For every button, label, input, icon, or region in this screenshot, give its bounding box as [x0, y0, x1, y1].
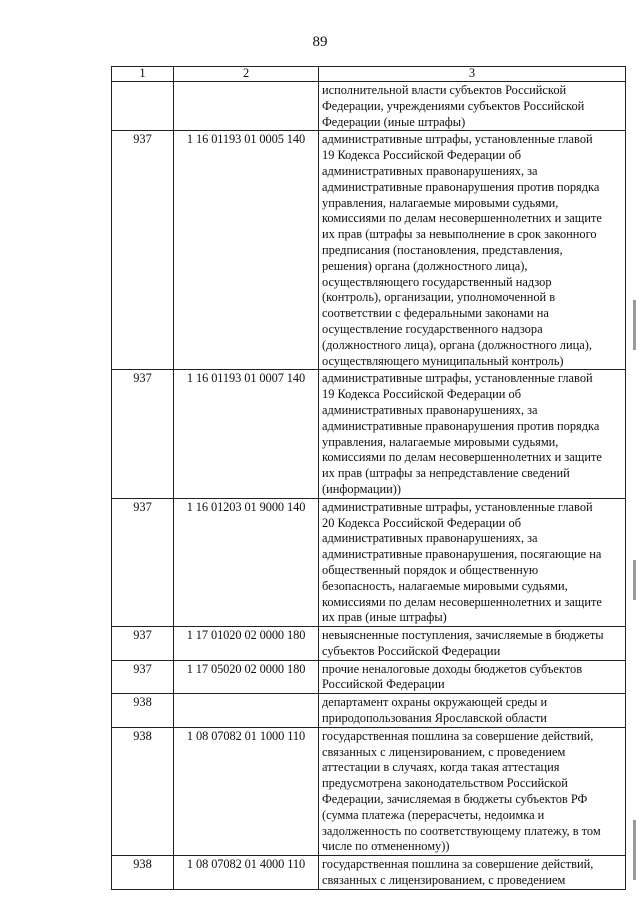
header-col-1: 1 [112, 67, 174, 82]
budget-code-cell: 1 16 01203 01 9000 140 [174, 498, 319, 626]
description-cell: департамент охраны окружающей среды и природопользования Ярославской области [319, 694, 626, 728]
description-cell: административные штрафы, установленные главой 19 Кодекса Российской Федерации об административных правонарушениях, за административные правонарушения против порядка управления, налагаемые мировыми судьями, комиссиями по делам несовершеннолетних и защите их прав (штрафы за невыполнение в срок законного предписания (постановления, представления, решения) органа (должностного лица), осуществляющего государственный надзор (контроль), организации, уполномоченной в соответствии с федеральными законами на осуществление государственного надзора (должностного лица), органа (должностного лица), осуществляющего муниципальный контроль) [319, 131, 626, 370]
table-header-row [112, 67, 626, 82]
description-cell: административные штрафы, установленные главой 20 Кодекса Российской Федерации об административных правонарушениях, за административные правонарушения, посягающие на общественный порядок и общественную безопасность, налагаемые мировыми судьями, комиссиями по делам несовершеннолетних и защите их прав (иные штрафы) [319, 498, 626, 626]
description-cell: прочие неналоговые доходы бюджетов субъектов Российской Федерации [319, 660, 626, 694]
table-row [112, 727, 626, 855]
budget-code-cell: 1 08 07082 01 4000 110 [174, 856, 319, 890]
header-col-3: 3 [319, 67, 626, 82]
budget-code-cell: 1 17 05020 02 0000 180 [174, 660, 319, 694]
admin-code-cell: 938 [112, 727, 174, 855]
table-row [112, 660, 626, 694]
description-cell: исполнительной власти субъектов Российской Федерации, учреждениями субъектов Российской Федерации (иные штрафы) [319, 82, 626, 131]
header-col-2: 2 [174, 67, 319, 82]
table-row [112, 82, 626, 131]
revenue-codes-table [111, 66, 626, 890]
table-row [112, 131, 626, 370]
description-cell: государственная пошлина за совершение действий, связанных с лицензированием, с проведением аттестации в случаях, когда такая аттестация предусмотрена законодательством Российской Федерации, зачисляемая в бюджеты субъектов РФ (сумма платежа (перерасчеты, недоимка и задолженность по соответствующему платежу, в том числе по отмененному)) [319, 727, 626, 855]
admin-code-cell: 937 [112, 498, 174, 626]
description-cell: невыясненные поступления, зачисляемые в бюджеты субъектов Российской Федерации [319, 627, 626, 661]
scan-edge-mark [633, 820, 636, 880]
description-cell: административные штрафы, установленные главой 19 Кодекса Российской Федерации об административных правонарушениях, за административные правонарушения против порядка управления, налагаемые мировыми судьями, комиссиями по делам несовершеннолетних и защите их прав (штрафы за непредставление сведений (информации)) [319, 370, 626, 498]
table-row [112, 856, 626, 890]
budget-code-cell [174, 694, 319, 728]
admin-code-cell: 938 [112, 694, 174, 728]
scan-edge-mark [633, 560, 636, 600]
page-number: 89 [312, 34, 328, 50]
budget-code-cell: 1 16 01193 01 0007 140 [174, 370, 319, 498]
admin-code-cell [112, 82, 174, 131]
description-cell: государственная пошлина за совершение действий, связанных с лицензированием, с проведением [319, 856, 626, 890]
budget-code-cell: 1 17 01020 02 0000 180 [174, 627, 319, 661]
budget-code-cell [174, 82, 319, 131]
scan-edge-mark [633, 300, 636, 350]
admin-code-cell: 937 [112, 660, 174, 694]
table-body [112, 67, 626, 890]
admin-code-cell: 937 [112, 131, 174, 370]
table-row [112, 694, 626, 728]
table-row [112, 498, 626, 626]
budget-code-cell: 1 08 07082 01 1000 110 [174, 727, 319, 855]
admin-code-cell: 937 [112, 627, 174, 661]
table-row [112, 370, 626, 498]
admin-code-cell: 938 [112, 856, 174, 890]
budget-code-cell: 1 16 01193 01 0005 140 [174, 131, 319, 370]
table-row [112, 627, 626, 661]
admin-code-cell: 937 [112, 370, 174, 498]
